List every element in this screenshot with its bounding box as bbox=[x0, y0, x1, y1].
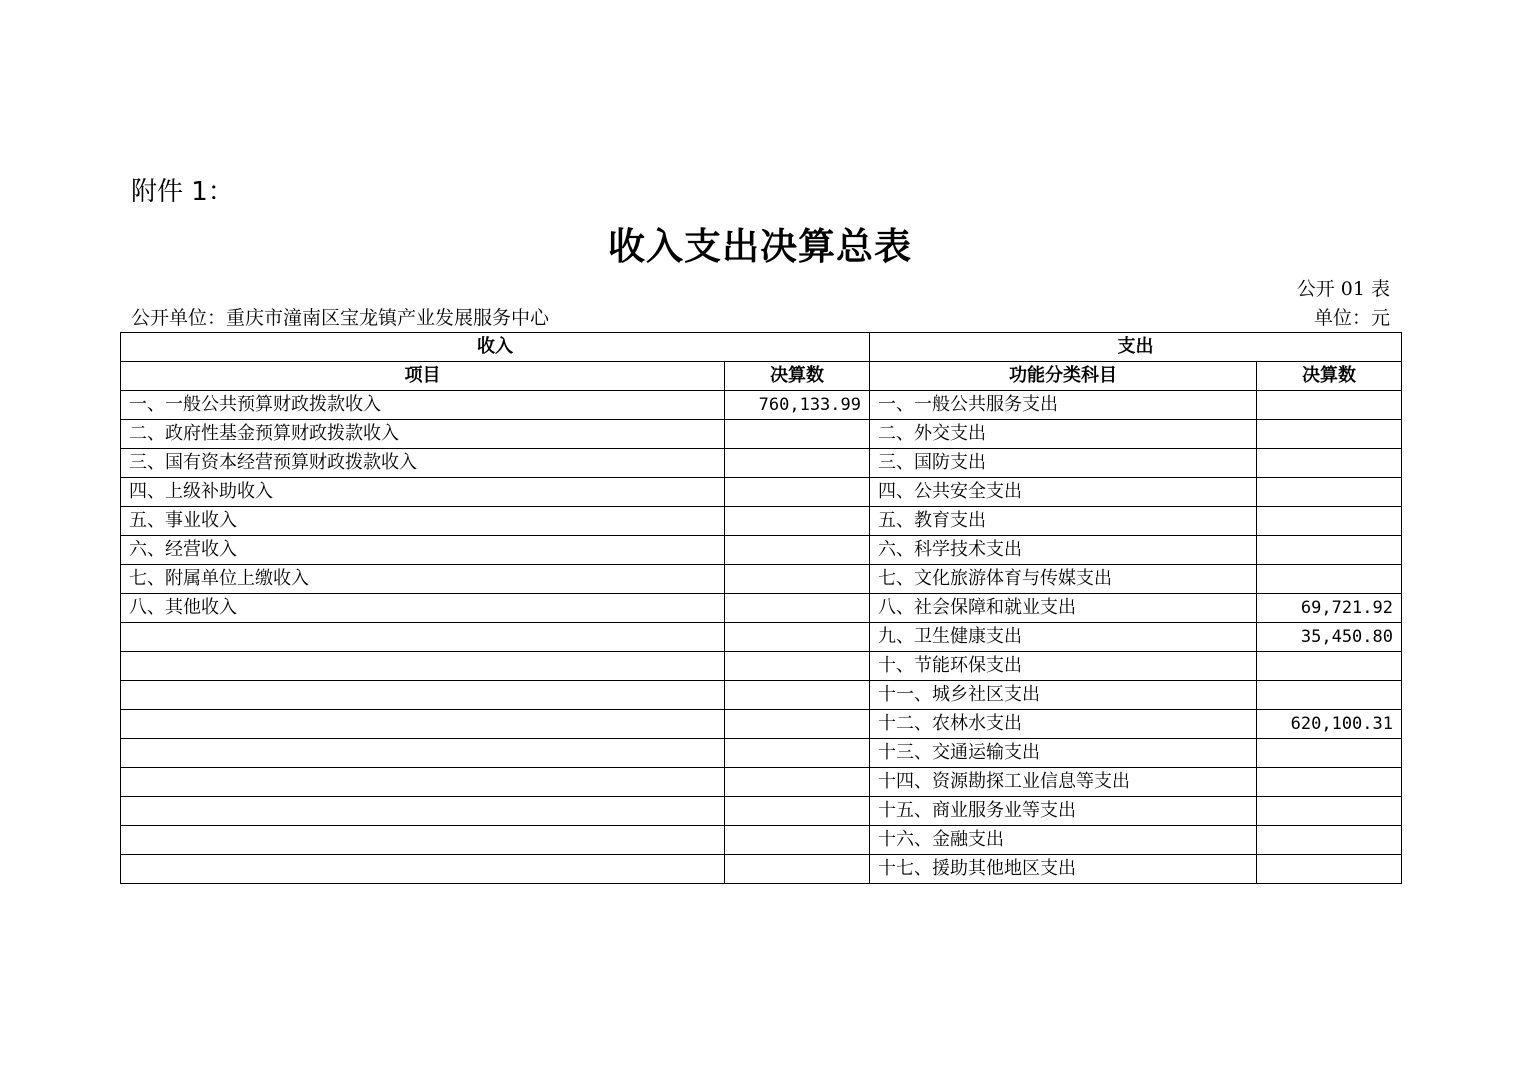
col-header-item: 项目 bbox=[121, 362, 725, 391]
income-item-cell: 一、一般公共预算财政拨款收入 bbox=[121, 391, 725, 420]
table-row bbox=[121, 855, 1402, 884]
expense-amount-cell: 620,100.31 bbox=[1257, 710, 1402, 739]
income-item-cell: 七、附属单位上缴收入 bbox=[121, 565, 725, 594]
income-item-cell bbox=[121, 855, 725, 884]
expense-item-cell: 十七、援助其他地区支出 bbox=[870, 855, 1257, 884]
income-item-cell: 五、事业收入 bbox=[121, 507, 725, 536]
income-item-cell: 六、经营收入 bbox=[121, 536, 725, 565]
expense-item-cell: 四、公共安全支出 bbox=[870, 478, 1257, 507]
table-row bbox=[121, 536, 1402, 565]
income-amount-cell bbox=[725, 420, 870, 449]
table-row bbox=[121, 710, 1402, 739]
income-amount-cell bbox=[725, 478, 870, 507]
expense-group-header: 支出 bbox=[870, 333, 1402, 362]
income-amount-cell bbox=[725, 507, 870, 536]
table-row bbox=[121, 739, 1402, 768]
table-row bbox=[121, 449, 1402, 478]
expense-item-cell: 十六、金融支出 bbox=[870, 826, 1257, 855]
income-item-cell bbox=[121, 797, 725, 826]
income-amount-cell bbox=[725, 797, 870, 826]
table-body bbox=[121, 391, 1402, 884]
col-header-income-amount: 决算数 bbox=[725, 362, 870, 391]
table-row bbox=[121, 478, 1402, 507]
table-row bbox=[121, 565, 1402, 594]
income-amount-cell: 760,133.99 bbox=[725, 391, 870, 420]
expense-item-cell: 十二、农林水支出 bbox=[870, 710, 1257, 739]
income-amount-cell bbox=[725, 768, 870, 797]
income-amount-cell bbox=[725, 594, 870, 623]
currency-unit: 单位：元 bbox=[1313, 307, 1390, 329]
table-row bbox=[121, 507, 1402, 536]
income-item-cell bbox=[121, 652, 725, 681]
expense-amount-cell bbox=[1257, 391, 1402, 420]
expense-amount-cell bbox=[1257, 536, 1402, 565]
table-row bbox=[121, 826, 1402, 855]
income-item-cell bbox=[121, 826, 725, 855]
expense-amount-cell bbox=[1257, 652, 1402, 681]
income-item-cell bbox=[121, 623, 725, 652]
table-row bbox=[121, 623, 1402, 652]
expense-item-cell: 五、教育支出 bbox=[870, 507, 1257, 536]
income-item-cell bbox=[121, 768, 725, 797]
expense-amount-cell bbox=[1257, 855, 1402, 884]
income-item-cell: 三、国有资本经营预算财政拨款收入 bbox=[121, 449, 725, 478]
income-amount-cell bbox=[725, 565, 870, 594]
income-item-cell: 八、其他收入 bbox=[121, 594, 725, 623]
income-group-header: 收入 bbox=[121, 333, 870, 362]
col-header-function: 功能分类科目 bbox=[870, 362, 1257, 391]
income-amount-cell bbox=[725, 855, 870, 884]
income-amount-cell bbox=[725, 623, 870, 652]
expense-amount-cell: 35,450.80 bbox=[1257, 623, 1402, 652]
income-expense-table bbox=[120, 332, 1402, 884]
disclosing-unit: 公开单位：重庆市潼南区宝龙镇产业发展服务中心 bbox=[131, 307, 550, 329]
expense-item-cell: 十五、商业服务业等支出 bbox=[870, 797, 1257, 826]
income-item-cell: 二、政府性基金预算财政拨款收入 bbox=[121, 420, 725, 449]
expense-amount-cell bbox=[1257, 478, 1402, 507]
expense-amount-cell bbox=[1257, 826, 1402, 855]
income-amount-cell bbox=[725, 826, 870, 855]
expense-item-cell: 九、卫生健康支出 bbox=[870, 623, 1257, 652]
expense-amount-cell: 69,721.92 bbox=[1257, 594, 1402, 623]
table-row bbox=[121, 391, 1402, 420]
document-title: 收入支出决算总表 bbox=[608, 225, 912, 268]
expense-amount-cell bbox=[1257, 797, 1402, 826]
expense-item-cell: 十、节能环保支出 bbox=[870, 652, 1257, 681]
col-header-expense-amount: 决算数 bbox=[1257, 362, 1402, 391]
income-amount-cell bbox=[725, 739, 870, 768]
table-row bbox=[121, 797, 1402, 826]
table-row bbox=[121, 652, 1402, 681]
income-item-cell bbox=[121, 681, 725, 710]
expense-amount-cell bbox=[1257, 420, 1402, 449]
expense-item-cell: 三、国防支出 bbox=[870, 449, 1257, 478]
expense-item-cell: 一、一般公共服务支出 bbox=[870, 391, 1257, 420]
income-amount-cell bbox=[725, 681, 870, 710]
income-item-cell bbox=[121, 739, 725, 768]
expense-item-cell: 七、文化旅游体育与传媒支出 bbox=[870, 565, 1257, 594]
expense-item-cell: 十三、交通运输支出 bbox=[870, 739, 1257, 768]
expense-amount-cell bbox=[1257, 739, 1402, 768]
expense-item-cell: 六、科学技术支出 bbox=[870, 536, 1257, 565]
income-amount-cell bbox=[725, 710, 870, 739]
expense-amount-cell bbox=[1257, 768, 1402, 797]
expense-item-cell: 二、外交支出 bbox=[870, 420, 1257, 449]
attachment-label: 附件 1： bbox=[131, 177, 234, 207]
form-number: 公开 01 表 bbox=[1296, 278, 1390, 300]
income-amount-cell bbox=[725, 449, 870, 478]
table-group-header-row bbox=[121, 333, 1402, 362]
table-row bbox=[121, 594, 1402, 623]
income-amount-cell bbox=[725, 652, 870, 681]
expense-amount-cell bbox=[1257, 449, 1402, 478]
table-row bbox=[121, 681, 1402, 710]
expense-amount-cell bbox=[1257, 681, 1402, 710]
expense-item-cell: 十四、资源勘探工业信息等支出 bbox=[870, 768, 1257, 797]
expense-amount-cell bbox=[1257, 565, 1402, 594]
expense-item-cell: 八、社会保障和就业支出 bbox=[870, 594, 1257, 623]
table-column-header-row bbox=[121, 362, 1402, 391]
table-row bbox=[121, 420, 1402, 449]
income-amount-cell bbox=[725, 536, 870, 565]
income-item-cell: 四、上级补助收入 bbox=[121, 478, 725, 507]
expense-item-cell: 十一、城乡社区支出 bbox=[870, 681, 1257, 710]
expense-amount-cell bbox=[1257, 507, 1402, 536]
income-item-cell bbox=[121, 710, 725, 739]
table-row bbox=[121, 768, 1402, 797]
